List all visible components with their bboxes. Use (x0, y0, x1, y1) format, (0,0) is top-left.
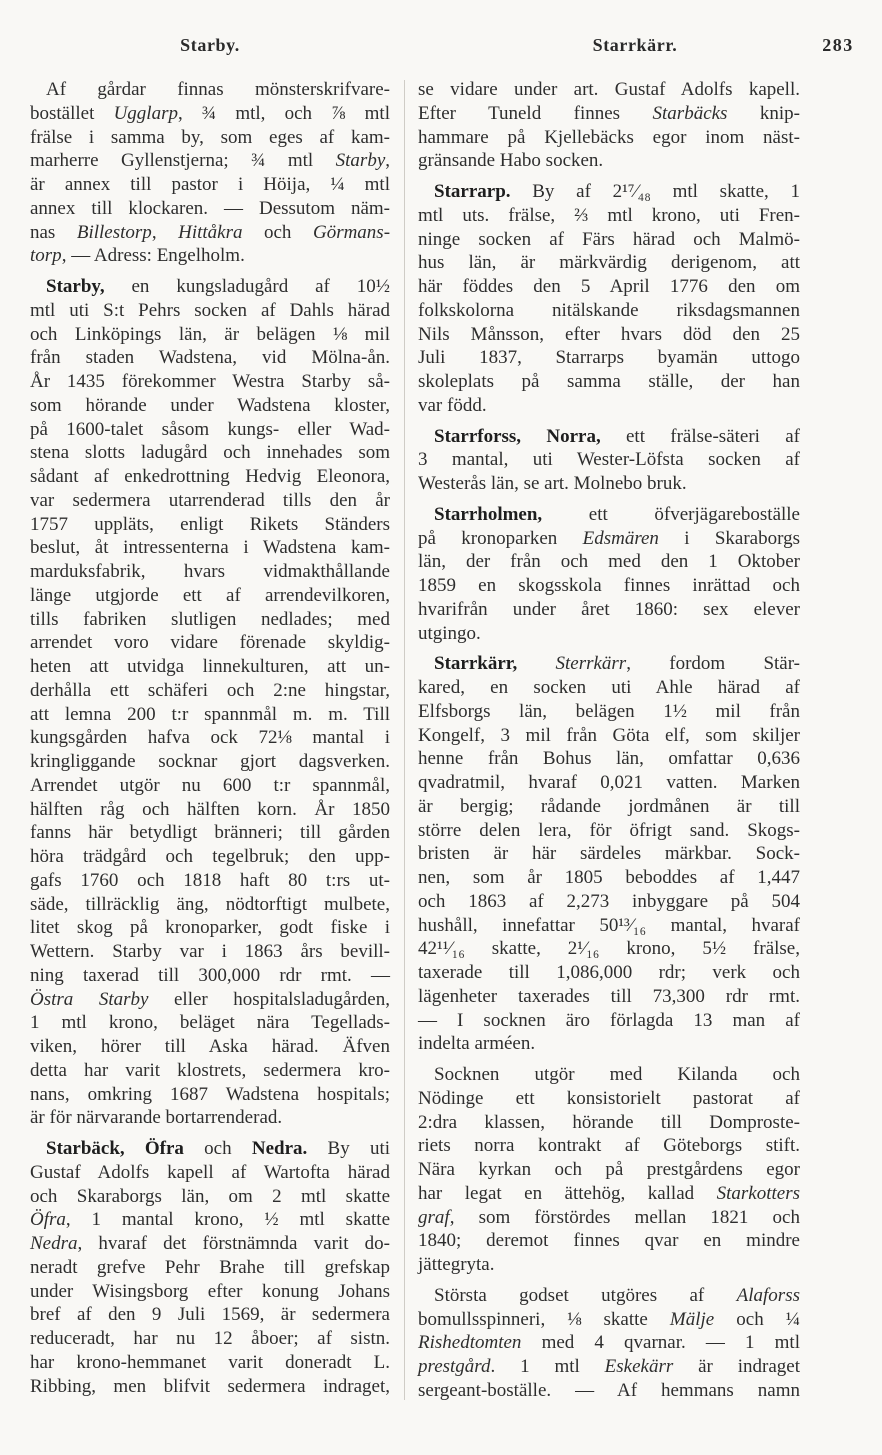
text-run: i Skaraborgs (658, 527, 800, 549)
italic-term: graf (418, 1206, 450, 1228)
line-text (30, 988, 390, 1012)
line-text: arrendet voro vidare förenade skyldig- (30, 632, 390, 654)
text-run: knip- (727, 102, 800, 124)
italic-term: Nedra (30, 1233, 78, 1254)
text-line (30, 1208, 390, 1232)
text-line (418, 425, 800, 449)
paragraph (418, 425, 800, 496)
italic-term: Billestorp (76, 221, 152, 243)
line-text: länge utgjorde ett af arrendevilkoren, (30, 584, 390, 606)
line-text: År 1435 förekommer Westra Starby så- (30, 371, 390, 392)
line-text (434, 503, 800, 527)
text-line (418, 1253, 800, 1277)
line-text: Elfsborgs län, belägen 1½ mil från (418, 700, 800, 722)
text-run: , som förstördes mellan 1821 och (449, 1206, 800, 1228)
text-line (418, 1158, 800, 1182)
text-line (418, 866, 800, 890)
text-run: ett öfverjägareboställe (542, 503, 800, 525)
line-text: frälse i samma by, som eges af kam- (30, 126, 390, 148)
text-line (418, 1355, 800, 1379)
line-text: på 1600-talet såsom kungs- eller Wad- (30, 418, 390, 440)
italic-term: Sterrkärr (555, 653, 627, 675)
italic-term: Starkotters (716, 1182, 800, 1204)
text-line (418, 652, 800, 676)
line-text: utgingo. (418, 622, 481, 644)
line-text: under Wisingsborg efter konung Johans (30, 1280, 390, 1302)
text-line (30, 465, 390, 489)
text-run: med 4 qvarnar. — 1 mtl (521, 1332, 800, 1354)
line-text: derhålla ett schäferi och 2:ne hingstar, (30, 679, 390, 701)
line-text: att lemna 200 t:r spannmål m. m. Till (30, 703, 390, 725)
text-line (30, 346, 390, 370)
line-text: från staden Wadstena, vid Mölna-ån. (30, 347, 390, 369)
line-text (434, 1284, 800, 1308)
line-text (30, 102, 390, 126)
text-line (418, 228, 800, 252)
line-text: och 1863 af 2,273 inbyggare på 504 (418, 890, 800, 912)
text-line (418, 1032, 800, 1056)
text-line (30, 323, 390, 347)
line-text: 1859 en skogsskola finnes inrättad och (418, 575, 800, 596)
text-line (30, 173, 390, 197)
text-line (418, 574, 800, 598)
line-text (418, 527, 800, 551)
line-text: nans, omkring 1687 Wadstena hospitals; (30, 1083, 390, 1105)
text-line (30, 726, 390, 750)
text-line (30, 560, 390, 584)
italic-term: Alaforss (736, 1284, 800, 1306)
line-text: Kongelf, 3 mil från Göta elf, som skiljer (418, 724, 800, 746)
line-text: större delen lera, för öfrigt sand. Skogs- (418, 819, 800, 841)
text-line (418, 472, 800, 496)
line-text: folkskolorna nitälskande riksdagsmannen (418, 299, 800, 321)
headword: Starrforss, Norra, (434, 425, 601, 447)
line-text (418, 1308, 800, 1332)
text-line (30, 1035, 390, 1059)
line-text: reduceradt, har nu 12 åboer; af sistn. (30, 1328, 390, 1349)
line-text: hus län, är märkvärdig derigenom, att (418, 252, 800, 274)
text-line (418, 78, 800, 102)
text-line (30, 631, 390, 655)
italic-term: Öfra (30, 1209, 66, 1231)
line-text (30, 221, 390, 245)
text-line (418, 394, 800, 418)
italic-term: Ugglarp (113, 102, 178, 124)
text-run: är indraget (673, 1356, 801, 1377)
text-line (418, 1331, 800, 1355)
text-line (418, 102, 800, 126)
paragraph (30, 1137, 390, 1398)
headword: Starbäck, Öfra (46, 1138, 184, 1159)
text-line (418, 1009, 800, 1033)
text-line (30, 679, 390, 703)
text-line (30, 964, 390, 988)
line-text: fanns här betydligt bränneri; till gården (30, 822, 390, 844)
text-line (418, 598, 800, 622)
line-text: län, der från och med den 1 Oktober (418, 551, 800, 573)
text-run: , fordom Stär- (626, 653, 800, 675)
text-line (30, 1059, 390, 1083)
line-text (30, 149, 390, 173)
headword: Starrholmen, (434, 503, 543, 525)
line-text: se vidare under art. Gustaf Adolfs kapell. (418, 79, 800, 100)
text-line (418, 1111, 800, 1135)
italic-term: Hittåkra (178, 221, 243, 243)
text-line (30, 608, 390, 632)
line-text: marduksfabrik, hvars vidmakthållande (30, 561, 390, 582)
line-text: qvadratmil, hvaraf 0,021 vatten. Marken (418, 772, 800, 793)
text-line (418, 700, 800, 724)
line-text: neradt grefve Pehr Brahe till grefskap (30, 1256, 390, 1278)
text-line (30, 418, 390, 442)
text-line (418, 676, 800, 700)
text-line (418, 149, 800, 173)
text-line (30, 1185, 390, 1209)
text-line (418, 323, 800, 347)
line-text: Socknen utgör med Kilanda och (434, 1064, 800, 1085)
line-text: mtl uts. frälse, ⅔ mtl krono, uti Fren- (418, 204, 800, 226)
line-text: 3 mantal, uti Wester-Löfsta socken af (418, 449, 800, 471)
line-text (30, 1232, 390, 1256)
text-line (30, 489, 390, 513)
line-text: 2:dra klassen, hörande till Domproste- (418, 1111, 800, 1133)
line-text: mtl uti S:t Pehrs socken af Dahls härad (30, 299, 390, 321)
text-line (418, 299, 800, 323)
line-text: höra trädgård och tegelbruk; den upp- (30, 846, 390, 867)
text-line (418, 1182, 800, 1206)
line-text: Nils Månsson, efter hvars död den 25 (418, 323, 800, 345)
text-line (30, 1256, 390, 1280)
line-text: sådant af enkedrottning Hedvig Eleonora, (30, 466, 390, 487)
text-line (418, 819, 800, 843)
text-run: och (183, 1138, 252, 1159)
text-line (418, 448, 800, 472)
line-text: kungsgården hafva ock 72⅛ mantal i (30, 727, 390, 749)
italic-term: Rishedtomten (418, 1332, 522, 1354)
line-text: riets norra kontrakt af Göteborgs stift. (418, 1135, 800, 1157)
column-divider (404, 80, 405, 1400)
text-line (418, 724, 800, 748)
text-line (418, 747, 800, 771)
text-line (30, 370, 390, 394)
text-line (30, 916, 390, 940)
text-line (418, 503, 800, 527)
line-text: gränsande Habo socken. (418, 150, 604, 172)
paragraph (418, 180, 800, 418)
line-text: hvarifrån under året 1860: sex elever (418, 598, 800, 620)
line-text: nen, som år 1805 beboddes af 1,447 (418, 867, 800, 888)
italic-term: prestgård (418, 1356, 491, 1377)
text-run: och ¼ (714, 1308, 801, 1330)
line-text: 1757 uppläts, enligt Rikets Ständers (30, 513, 390, 535)
text-line (418, 961, 800, 985)
line-text: ninge socken af Färs härad och Malmö- (418, 228, 800, 250)
line-text: lägenheter taxerades till 73,300 rdr rmt. (418, 985, 800, 1007)
headword: Starby, (46, 276, 105, 297)
text-run: , (385, 150, 390, 172)
text-line (418, 771, 800, 795)
text-line (30, 441, 390, 465)
text-line (418, 622, 800, 646)
line-text: kared, en socken uti Ahle härad af (418, 677, 800, 698)
text-line (30, 1280, 390, 1304)
right-column (418, 78, 800, 1403)
line-text: Nödinge ett konsistorielt pastorat af (418, 1087, 800, 1109)
line-text: indelta arméen. (418, 1033, 536, 1055)
text-line (30, 940, 390, 964)
line-text: Wettern. Starby var i 1863 års bevill- (30, 941, 390, 962)
line-text: detta har varit klostrets, sedermera kro- (30, 1059, 390, 1081)
text-line (418, 1134, 800, 1158)
line-text: hammare på Kjellebäcks egor inom näst- (418, 126, 800, 148)
text-run: . 1 mtl (490, 1356, 605, 1377)
text-line (418, 842, 800, 866)
line-text: ning taxerad till 300,000 rdr rmt. — (30, 964, 390, 986)
text-line (30, 1083, 390, 1107)
line-text: är bergig; rådande jordmånen är till (418, 795, 800, 817)
text-run: en kungsladugård af 10½ (104, 276, 390, 297)
headword: Nedra. (251, 1138, 308, 1159)
line-text: jättegryta. (418, 1254, 495, 1275)
line-text: Ribbing, men blifvit sedermera indraget, (30, 1375, 390, 1397)
line-text: Nära kyrkan och på prestgårdens egor (418, 1159, 800, 1180)
text-run: bomullsspinneri, ⅛ skatte (418, 1308, 670, 1330)
text-run: , 1 mantal krono, ½ mtl skatte (65, 1209, 390, 1231)
italic-term: Mälje (669, 1308, 715, 1330)
text-line (30, 1011, 390, 1035)
line-text: tills fabriken slutligen nedlades; med (30, 608, 390, 630)
line-text (418, 102, 800, 126)
text-line (30, 893, 390, 917)
text-line (30, 1351, 390, 1375)
paragraph (30, 275, 390, 1130)
text-line (418, 985, 800, 1009)
italic-term: Starbäcks (652, 102, 728, 124)
text-run: och (242, 221, 313, 243)
text-run: nas (30, 221, 77, 243)
headword: Starrkärr, (434, 653, 518, 675)
running-head-left: Starby. (180, 35, 240, 55)
italic-term: Eskekärr (604, 1356, 674, 1377)
line-text: 1840; deremot finnes qvar en mindre (418, 1230, 800, 1252)
line-text: är annex till pastor i Höija, ¼ mtl (30, 174, 390, 195)
text-line (30, 126, 390, 150)
text-line (30, 1137, 390, 1161)
line-text: beslut, åt intressenterna i Wadstena kam- (30, 537, 390, 559)
text-line (30, 299, 390, 323)
line-text: 42¹¹⁄₁₆ skatte, 2¹⁄₁₆ krono, 5½ frälse, (418, 938, 800, 960)
text-line (30, 821, 390, 845)
text-line (30, 221, 390, 245)
line-text (418, 1206, 800, 1230)
text-line (30, 149, 390, 173)
line-text: skoleplats på samma ställe, der han (418, 371, 800, 392)
text-line (30, 78, 390, 102)
line-text: hushåll, innefattar 50¹³⁄₁₆ mantal, hvaraf (418, 914, 800, 936)
italic-term: Edsmären (582, 527, 659, 549)
text-run: har legat en ättehög, kallad (418, 1182, 717, 1204)
line-text: 1 mtl krono, beläget nära Tegellads- (30, 1012, 390, 1034)
line-text: annex till klockaren. — Dessutom näm- (30, 197, 390, 219)
line-text (46, 275, 390, 299)
line-text (434, 425, 800, 449)
text-line (30, 988, 390, 1012)
italic-term: Görmans- (312, 221, 391, 243)
text-run: ett frälse-säteri af (600, 425, 800, 447)
line-text: viken, hörer till Aska härad. Äfven (30, 1036, 390, 1057)
line-text: och Skaraborgs län, om 2 mtl skatte (30, 1185, 390, 1207)
text-line (30, 513, 390, 537)
paragraph (418, 1284, 800, 1403)
paragraph (418, 652, 800, 1056)
text-line (418, 126, 800, 150)
text-line (418, 1087, 800, 1111)
text-line (30, 584, 390, 608)
line-text (434, 652, 800, 676)
line-text: Westerås län, se art. Molnebo bruk. (418, 473, 687, 494)
text-line (418, 346, 800, 370)
line-text: kringliggande socknar gjort dagsverken. (30, 751, 390, 772)
line-text: Gustaf Adolfs kapell af Wartofta härad (30, 1161, 390, 1183)
line-text: hälften råg och hälften korn. År 1850 (30, 798, 390, 820)
text-line (418, 1284, 800, 1308)
line-text (418, 1182, 800, 1206)
line-text: har krono-hemmanet varit doneradt L. (30, 1351, 390, 1373)
text-line (30, 1161, 390, 1185)
text-line (418, 550, 800, 574)
line-text: heten att utvidga linnekulturen, att un- (30, 656, 390, 677)
running-head-right: Starrkärr. (592, 35, 678, 55)
line-text (30, 1208, 390, 1232)
line-text (434, 180, 800, 204)
line-text: här föddes den 5 April 1776 den om (418, 276, 800, 297)
line-text: — I socknen äro förlagda 13 man af (418, 1009, 800, 1031)
text-line (418, 914, 800, 938)
text-line (418, 251, 800, 275)
text-run: Efter Tuneld finnes (418, 102, 653, 124)
paragraph (418, 1063, 800, 1277)
text-run: eller hospitalsladugården, (148, 988, 390, 1010)
line-text: bristen är här särdeles märkbar. Sock- (418, 843, 800, 865)
line-text (46, 1137, 390, 1161)
line-text: säde, tillräcklig äng, nödtorftigt mulbete, (30, 893, 390, 915)
text-run (517, 653, 555, 674)
line-text: gafs 1760 och 1818 haft 80 t:rs ut- (30, 869, 390, 891)
text-run: , (151, 221, 179, 243)
text-line (418, 795, 800, 819)
line-text: Af gårdar finnas mönsterskrifvare- (46, 79, 390, 100)
text-line (30, 1232, 390, 1256)
text-line (30, 197, 390, 221)
text-line (418, 1308, 800, 1332)
text-run: på kronoparken (418, 527, 583, 549)
line-text: sergeant-boställe. — Af hemmans namn (418, 1379, 800, 1401)
line-text: Juli 1837, Starrarps byamän uttogo (418, 347, 800, 369)
left-column (30, 78, 390, 1398)
line-text: litet skog på kronoparker, godt fiske i (30, 917, 390, 939)
text-run: marherre Gyllenstjerna; ¾ mtl (30, 150, 336, 172)
line-text: var sedermera utarrenderad tills den år (30, 489, 390, 511)
italic-term: Starby (335, 150, 386, 172)
text-run: , ¾ mtl, och ⅞ mtl (177, 102, 390, 124)
text-line (30, 536, 390, 560)
text-line (30, 1327, 390, 1351)
line-text: och Linköpings län, är belägen ⅛ mil (30, 323, 390, 345)
text-run: , hvaraf det förstnämnda varit do- (77, 1233, 390, 1254)
italic-term: torp (30, 245, 62, 267)
line-text: som hörande under Wadstena kloster, (30, 394, 390, 416)
text-run: bostället (30, 102, 114, 124)
text-line (418, 937, 800, 961)
text-line (30, 1303, 390, 1327)
text-line (418, 527, 800, 551)
italic-term: Östra Starby (30, 988, 149, 1010)
text-line (30, 1375, 390, 1399)
line-text: bref af den 9 Juli 1569, är sedermera (30, 1304, 390, 1326)
text-line (418, 890, 800, 914)
text-line (418, 1229, 800, 1253)
text-line (30, 774, 390, 798)
text-line (418, 1379, 800, 1403)
text-line (418, 1206, 800, 1230)
paragraph (30, 78, 390, 268)
text-line (30, 275, 390, 299)
line-text: stena slotts ladugård och innehades som (30, 442, 390, 464)
text-line (30, 655, 390, 679)
line-text (418, 1355, 800, 1379)
text-run: Största godset utgöres af (434, 1284, 737, 1306)
text-run: By af 2¹⁷⁄₄₈ mtl skatte, 1 (510, 181, 800, 202)
text-line (30, 869, 390, 893)
text-line (418, 204, 800, 228)
text-line (418, 370, 800, 394)
paragraph (418, 78, 800, 173)
text-line (30, 244, 390, 268)
text-line (418, 275, 800, 299)
line-text: var född. (418, 394, 487, 416)
text-line (30, 845, 390, 869)
text-line (418, 180, 800, 204)
text-line (30, 750, 390, 774)
line-text: Arrendet utgör nu 600 t:r spannmål, (30, 774, 390, 796)
line-text: henne från Bohus län, omfattar 0,636 (418, 748, 800, 770)
headword: Starrarp. (434, 181, 511, 202)
text-line (30, 102, 390, 126)
text-run: By uti (307, 1138, 391, 1159)
line-text: är för närvarande bortarrenderad. (30, 1107, 283, 1129)
line-text (30, 244, 245, 268)
text-run: , — Adress: Engelholm. (61, 245, 245, 267)
text-line (30, 798, 390, 822)
line-text (418, 1331, 800, 1355)
line-text: taxerade till 1,086,000 rdr; verk och (418, 962, 800, 983)
page-number: 283 (822, 35, 854, 55)
text-line (30, 1106, 390, 1130)
text-line (418, 1063, 800, 1087)
text-line (30, 394, 390, 418)
paragraph (418, 503, 800, 646)
text-line (30, 703, 390, 727)
